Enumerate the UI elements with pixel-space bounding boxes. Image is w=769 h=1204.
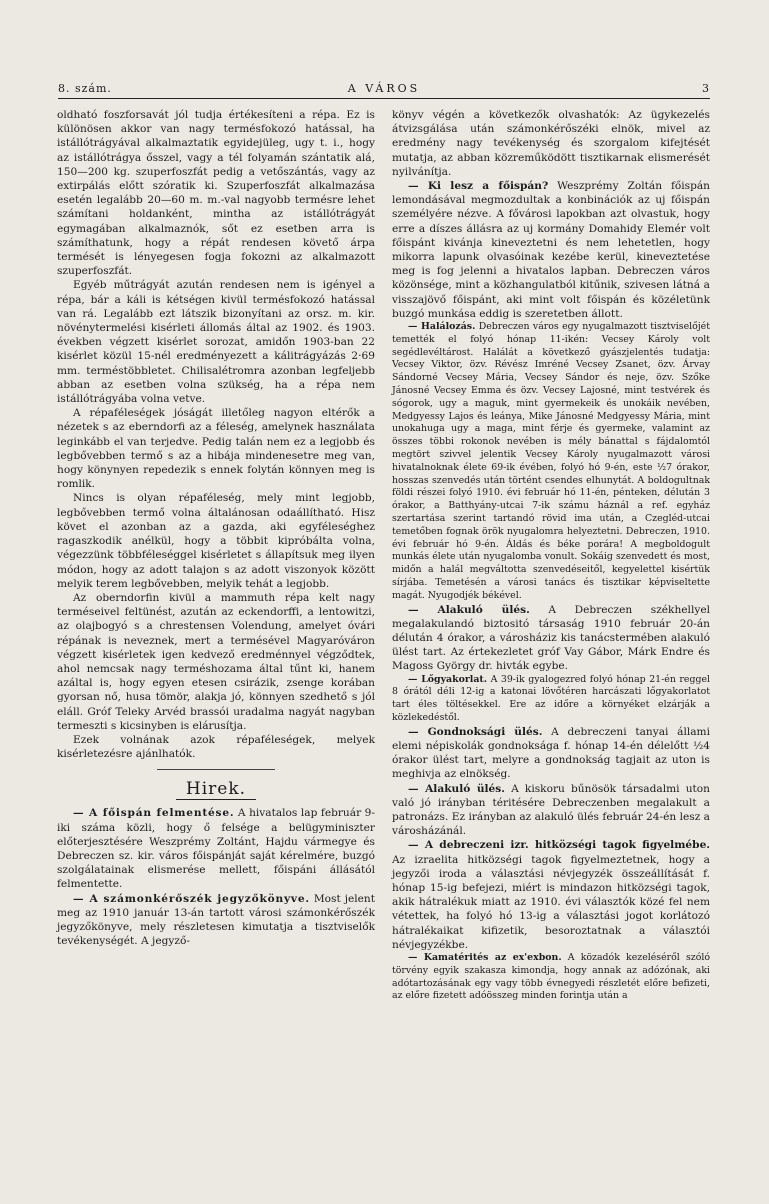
article-paragraph: oldható foszforsavát jól tudja értékesíteni a répa. Ez is különösen akkor van nagy termésfokozó hatással, ha istállótrágyával alkalmaztatik egyidejüleg, ugy t. i., hogy az istállótrágya ősszel, vagy a tél folyamán szántatik alá, 150—200 kg. szuperfoszfát pedig a vetőszántás, vagy az extirpálás előtt szóratik ki. Szuperfoszfát alkalmazása esetén legalább 20—60 m. m.-val nagyobb termésre lehet számítani holdanként, mintha az istállótrágyát egymagában alkalmaznók, sőt ez esetben arra is számíthatunk, hogy a répát rendesen követő árpa termését is lényegesen fogja fokozni az alkalmazott szuperfoszfát. bbox=[57, 109, 375, 278]
news-item: — Gondnoksági ülés. A debreczeni tanyai állami elemi népiskolák gondnoksága f. hónap 14-én délelőtt ½4 órakor ülést tart, melyre a gondnokság tagjait az uton is meghivja az elnökség. bbox=[392, 725, 710, 781]
news-item: — Alakuló ülés. A Debreczen székhellyel megalakulandó biztositó társaság 1910 február 20-án délután 4 órakor, a városháziz kis tanácstermében alakuló ülést tart. Az értekezletet gróf Vay Gábor, Márk Endre és Magoss György dr. hivták egybe. bbox=[392, 603, 710, 673]
section-divider bbox=[157, 769, 275, 770]
news-item-title: — A debreczeni izr. hitközségi tagok figyelmébe. bbox=[408, 839, 710, 852]
news-item: — A főispán felmentése. A hivatalos lap február 9-iki száma közli, hogy ő felsége a belügyminiszter előterjesztésére Weszprémy Zoltánt, Hajdu vármegye és Debreczen sz. kir. város főispánját saját kérelmére, buzgó szolgálatainak elismerése mellett, főispáni állásától felmentette. bbox=[57, 807, 375, 891]
issue-number: 8. szám. bbox=[58, 82, 112, 95]
article-paragraph: A répaféleségek jóságát illetőleg nagyon eltérők a nézetek s az eberndorfi az a féleség, amelynek használata leginkább el van terjedve. Pedig talán nem ez a legjobb és legbővebben termő s az a hibája mindenesetre meg van, hogy könynyen repedezik s ennek folytán könnyen meg is romlik. bbox=[57, 407, 375, 491]
newspaper-title: A VÁROS bbox=[347, 82, 421, 95]
article-paragraph: Nincs is olyan répaféleség, mely mint legjobb, legbővebben termő volna általánosan odaállítható. Hisz követ el azonban az a gazda, aki egyféleséghez ragaszkodik anélkül, hogy a többit kipróbálta volna, végezzünk többféleséggel kisérletet s állapítsuk meg ilyen módon, hogy az adott talajon s az adott viszonyok között melyik terem legbővebben, melyik tehát a legjobb. bbox=[57, 492, 375, 590]
news-item-title: — Kamatérités az ex'exbon. bbox=[408, 952, 562, 964]
news-item-title: — Halálozás. bbox=[408, 321, 476, 333]
news-item: — Lőgyakorlat. A 39-ik gyalogezred folyó hónap 21-én reggel 8 órától déli 12-ig a katonai lövőtéren harcászati lőgyakorlatot tart éles töltésekkel. Ere az időre a környéket elzárják a közlekedéstől. bbox=[392, 673, 710, 723]
section-heading: Hirek. bbox=[57, 779, 375, 799]
right-column bbox=[392, 108, 710, 1003]
news-item: — A számonkérőszék jegyzőkönyve. Most jelent meg az 1910 január 13-án tartott városi számonkérőszék jegyzőkönyve, mely részletesen kimutatja a tisztviselők tevékenységét. A jegyző- bbox=[57, 892, 375, 948]
news-item: — Ki lesz a főispán? Weszprémy Zoltán főispán lemondásával megmozdultak a konbinációk az uj főispán személyére nézve. A fővárosi lapokban azt olvastuk, hogy erre a díszes állásra az uj kormány Domahidy Elemér volt főispánt kivánja kineveztetni és nem lehetetlen, hogy mikorra lapunk olvasóinak kezébe kerül, kineveztetése meg is fog jelenni a hivatalos lapban. Debreczen város közönsége, mint a közhangulatból kitűnik, szivesen látná a visszajövő főispánt, aki mint volt főispán és közéletünk buzgó munkása eddig is szeretetben állott. bbox=[392, 180, 710, 320]
article-paragraph: Egyéb műtrágyát azután rendesen nem is igényel a répa, bár a káli is kétségen kivül termésfokozó hatással van rá. Legalább ezt látszik bizonyítani az orsz. m. kir. növénytermelési kisérleti állomás által az 1902. és 1903. években végzett kisérlet sorozat, amidőn 1903-ban 22 kisérlet közül 15-nél eredményezett a kálitrágyázás 2·69 mm. terméstöbbletet. Chilisalétromra azonban legfeljebb abban az esetben volna szükség, ha a répa nem istállótrágyába volna vetve. bbox=[57, 279, 375, 406]
page-number: 3 bbox=[702, 82, 710, 95]
news-item-title: — A számonkérőszék jegyzőkönyve. bbox=[73, 892, 310, 905]
news-item: — A debreczeni izr. hitközségi tagok figyelmébe. Az izraelita hitközségi tagok figyelmeztetnek, hogy a jegyzői iroda a választási névjegyzék összeállítását f. hónap 15-ig befejezi, miért is mindazon hitközségi tagok, akik hátralékuk miatt az 1910. évi választók közé fel nem vétettek, ha folyó hó 13-ig a választási jogot korlátozó hátralékaikat kifizetik, besoroztatnak a választói névjegyzékbe. bbox=[392, 839, 710, 951]
news-item-title: — Gondnoksági ülés. bbox=[408, 725, 543, 738]
news-item-title: — Alakuló ülés. bbox=[408, 782, 505, 795]
page-header bbox=[58, 82, 710, 99]
article-paragraph: könyv végén a következők olvashatók: Az ügykezelés átvizsgálása után számonkérőszéki elnök, mivel az eredmény nagy tevékenység és szorgalom kifejtését mutatja, az abban közreműködött tisztikarnak elismerését nyilvánítja. bbox=[392, 109, 710, 178]
news-item: — Alakuló ülés. A kiskoru bűnösök társadalmi uton való jó irányban téritésére Debreczenben megalakult a patronázs. Ez irányban az alakuló ülés február 24-én lesz a városházánál. bbox=[392, 782, 710, 838]
left-column bbox=[57, 108, 375, 948]
news-item-title: — Alakuló ülés. bbox=[408, 603, 530, 616]
news-item-title: — Lőgyakorlat. bbox=[408, 673, 488, 685]
news-item-title: — Ki lesz a főispán? bbox=[408, 180, 549, 193]
article-paragraph: Az oberndorfin kivül a mammuth répa kelt nagy terméseivel feltünést, azután az eckendorffi, a lentowitzi, az olajbogyó s a chrestensen Volendung, amelyet óvári répának is neveznek, mert a termésével Magyaróváron végzett kisérletek igen kedvező eredménnyel végződtek, ahol nemcsak nagy terméshozama által tűnt ki, hanem azáltal is, hogy egyen etesen csirázik, zsenge korában gyorsan nő, husa tömör, alakja jó, könnyen szedhető s jól eláll. Gróf Teleky Arvéd brassói uradalma nagyát nagyban termeszti s kicsinyben is elárusítja. bbox=[57, 591, 375, 732]
news-item-title: — A főispán felmentése. bbox=[73, 807, 235, 820]
news-item: — Kamatérités az ex'exbon. A közadók kezeléséről szóló törvény egyik szakasza kimondja, hogy annak az adózónak, aki adótartozásának egy vagy több évnegyedi részletét előre befizeti, az előre fizetett adóösszeg minden forintja után a bbox=[392, 952, 710, 1002]
article-paragraph: Ezek volnának azok répaféleségek, melyek kisérletezésre ajánlhatók. bbox=[57, 733, 375, 761]
news-item: — Halálozás. Debreczen város egy nyugalmazott tisztviselőjét temették el folyó hónap 11-ikén: Vecsey Károly volt segédlevéltárost. Halálát a következő gyászjelentés tudatja: Vecsey Viktor, özv. Révész Imréné Vecsey Zsanet, özv. Árvay Sándorné Vecsey Mária, Vecsey Sándor és neje, özv. Szőke Jánosné Vecsey Emma és özv. Vecsey Lajosné, mint testvérek és sógorok, ugy a maguk, mint gyermekeik és unokáik nevében, Medgyessy Lajos és leánya, Mike Jánosné Medgyessy Mária, mint unokahuga ugy a maga, mint férje és gyermeke, valamint az összes többi rokonok nevében is mély bánattal s fájdalomtól megtört szivvel jelentik Vecsey Károly nyugalmazott városi hivatalnoknak élete 69-ik évében, folyó hó 9-én, este ½7 órakor, hosszas szenvedés után történt csendes elhunytát. A boldogultnak földi részei folyó 1910. évi február hó 11-én, pénteken, délután 3 órakor, a Batthyány-utcai 7-ik számu háznál a ref. egyház szertartása szerint tartandó rövid ima után, a Czegléd-utcai temetőben fognak örök nyugalomra helyeztetni. Debreczen, 1910. évi február hó 9-én. Áldás és béke porára! A megboldogult munkás élete után nyugalomba vonult. Sokáig szenvedett és most, midőn a halál megváltotta szenvedéseitől, kegyelettel kisértük sírjába. Temetésén a városi tanács és tisztikar képviseltette magát. Nyugodjék békével. bbox=[392, 321, 710, 601]
